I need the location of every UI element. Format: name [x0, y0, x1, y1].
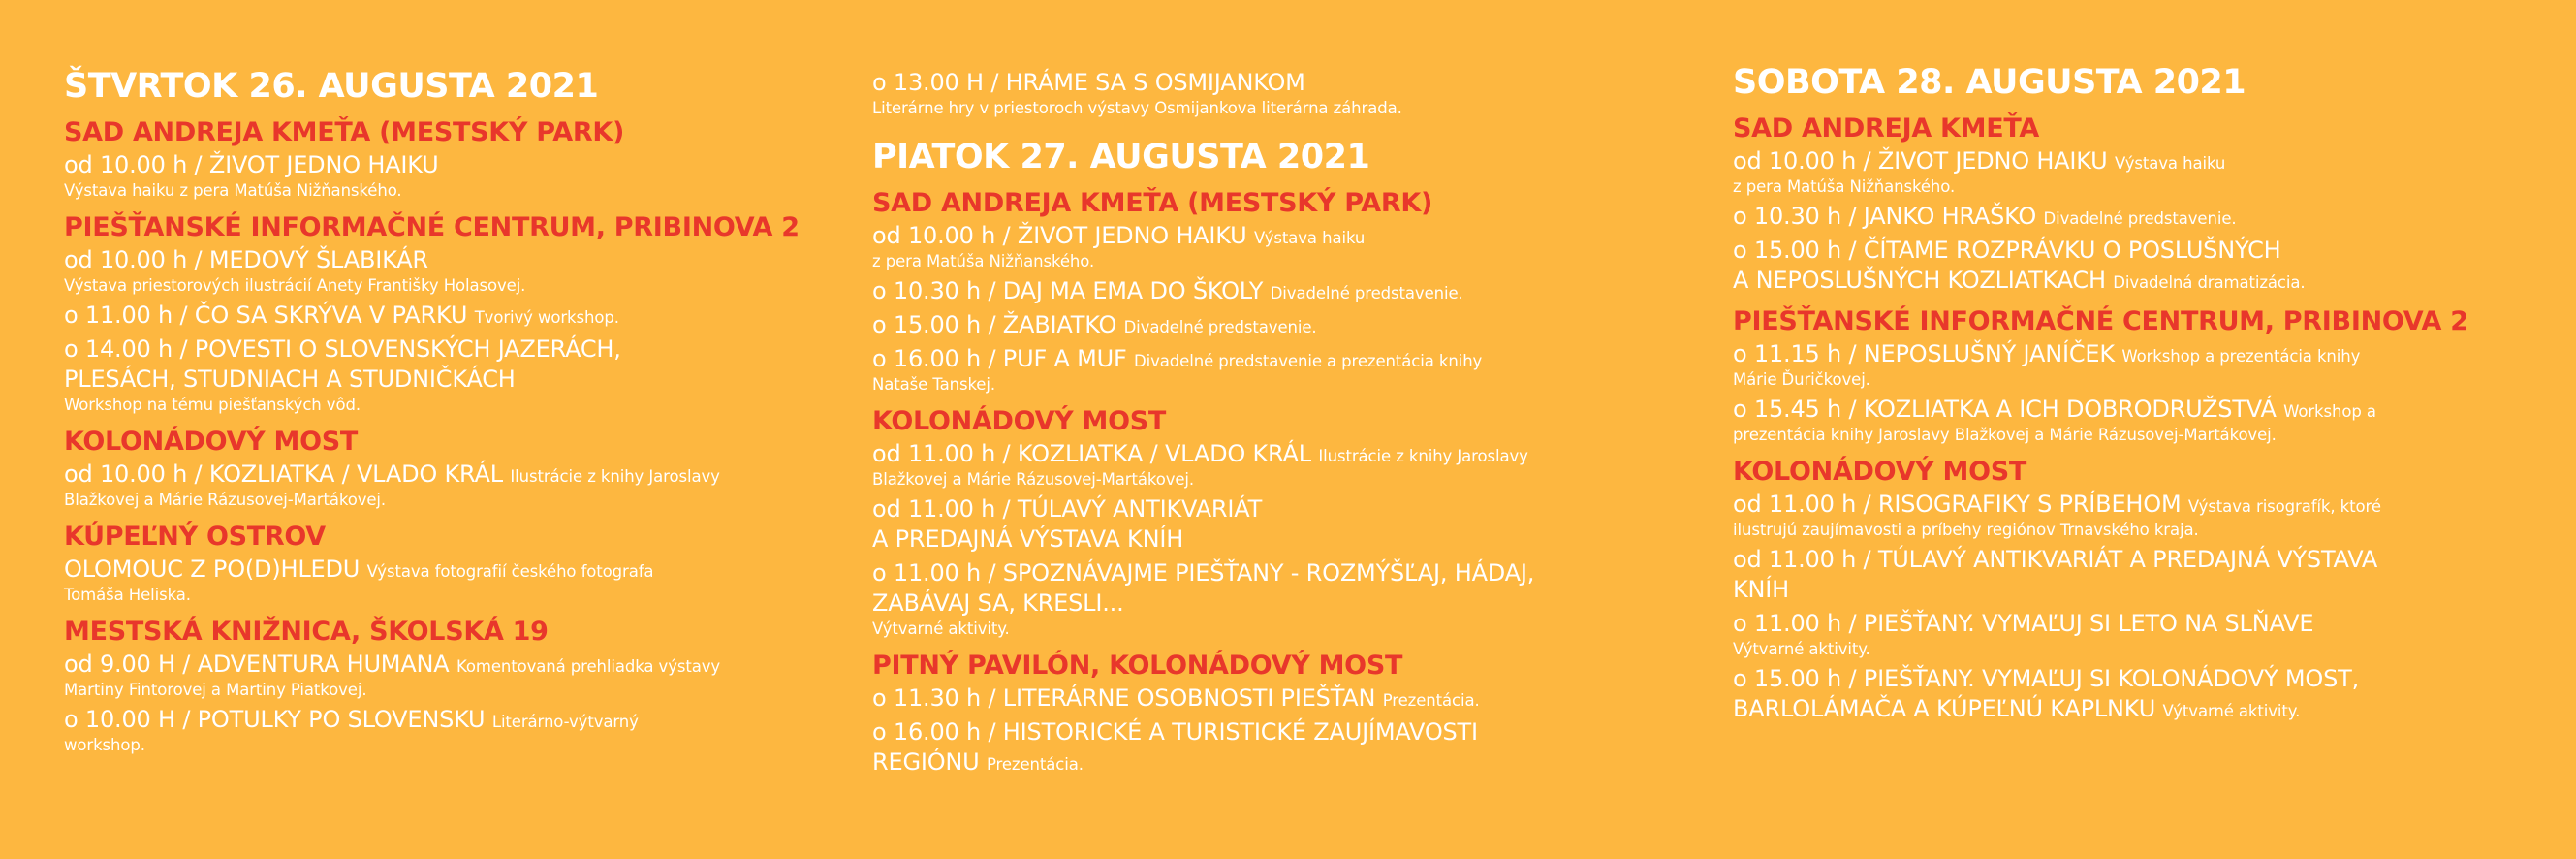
- event-title-line: [872, 684, 1677, 714]
- event-title-line: [872, 310, 1677, 340]
- venue-heading: KOLONÁDOVÝ MOST: [872, 406, 1167, 436]
- event-description: Výstava priestorových ilustrácií Anety Františky Holasovej.: [64, 276, 526, 295]
- event-description: Divadelné predstavenie.: [1123, 318, 1317, 336]
- event-description: workshop.: [64, 736, 145, 754]
- event-description: Výtvarné aktivity.: [1733, 640, 1870, 658]
- program-event: [872, 439, 1677, 491]
- event-title-line: [64, 301, 839, 331]
- event-description: Divadelné predstavenie a prezentácia knihy: [1134, 352, 1483, 370]
- event-title-line: [1733, 339, 2528, 369]
- event-description: Výtvarné aktivity.: [2162, 702, 2301, 720]
- event-description: Literárno-výtvarný: [491, 713, 639, 731]
- column-saturday: [1733, 62, 2528, 728]
- day-heading: ŠTVRTOK 26. AUGUSTA 2021: [64, 67, 599, 106]
- program-event: [64, 245, 839, 297]
- event-title-line: [64, 705, 839, 735]
- program-event: [872, 717, 1677, 778]
- program-event: [64, 705, 839, 756]
- event-title: o 15.00 h / ČÍTAME ROZPRÁVKU O POSLUŠNÝCH: [1733, 237, 2281, 264]
- program-event: [872, 494, 1677, 555]
- venue-heading: PITNÝ PAVILÓN, KOLONÁDOVÝ MOST: [872, 651, 1403, 681]
- program-event: [1733, 490, 2528, 541]
- event-description: Prezentácia.: [1382, 691, 1480, 710]
- event-title: o 11.00 h / ČO SA SKRÝVA V PARKU: [64, 302, 468, 329]
- event-title: od 10.00 h / ŽIVOT JEDNO HAIKU: [872, 222, 1247, 249]
- event-description: z pera Matúša Nižňanského.: [1733, 177, 1956, 196]
- venue-heading: SAD ANDREJA KMEŤA (MESTSKÝ PARK): [64, 117, 624, 147]
- event-description: prezentácia knihy Jaroslavy Blažkovej a Márie Rázusovej-Martákovej.: [1733, 426, 2277, 444]
- event-title-line: [1733, 694, 2528, 724]
- program-event: [872, 558, 1677, 640]
- event-description: Výstava haiku z pera Matúša Nižňanského.: [64, 181, 402, 200]
- program-event: [1733, 664, 2528, 724]
- program-event: [872, 684, 1677, 714]
- program-event: [872, 68, 1677, 119]
- event-description: Workshop na tému piešťanských vôd.: [64, 396, 361, 414]
- event-title: o 14.00 h / POVESTI O SLOVENSKÝCH JAZERÁCH,: [64, 335, 621, 363]
- day-heading: PIATOK 27. AUGUSTA 2021: [872, 138, 1370, 176]
- event-title: A PREDAJNÁ VÝSTAVA KNÍH: [872, 525, 1184, 553]
- event-description: Výtvarné aktivity.: [872, 620, 1010, 638]
- venue-heading: KOLONÁDOVÝ MOST: [64, 427, 359, 457]
- event-title: od 11.00 h / TÚLAVÝ ANTIKVARIÁT: [872, 495, 1263, 523]
- event-description: Divadelná dramatizácia.: [2113, 273, 2306, 292]
- event-description: Márie Ďuričkovej.: [1733, 370, 1870, 389]
- program-event: [64, 650, 839, 701]
- program-event: [64, 555, 839, 606]
- event-description: Výstava haiku: [2114, 154, 2226, 173]
- event-title-line: [872, 494, 1677, 525]
- event-title: od 10.00 h / ŽIVOT JEDNO HAIKU: [64, 151, 439, 178]
- event-title-line: [1733, 490, 2528, 520]
- event-title: OLOMOUC Z PO(D)HLEDU: [64, 556, 361, 583]
- event-title: o 13.00 H / HRÁME SA S OSMIJANKOM: [872, 69, 1305, 96]
- event-title-line: [872, 558, 1677, 589]
- venue-heading: PIEŠŤANSKÉ INFORMAČNÉ CENTRUM, PRIBINOVA 2: [1733, 306, 2468, 336]
- event-description: Prezentácia.: [986, 755, 1084, 774]
- event-title: od 9.00 H / ADVENTURA HUMANA: [64, 651, 450, 678]
- event-title: od 10.00 h / MEDOVÝ ŠLABIKÁR: [64, 246, 428, 273]
- event-description: Výstava fotografií českého fotografa: [366, 562, 654, 581]
- event-description: Výstava risografík, ktoré: [2187, 497, 2381, 516]
- event-description: Tvorivý workshop.: [474, 308, 619, 327]
- venue-heading: KÚPEĽNÝ OSTROV: [64, 522, 326, 552]
- event-title: A NEPOSLUŠNÝCH KOZLIATKACH: [1733, 267, 2106, 294]
- event-title: o 16.00 h / PUF A MUF: [872, 345, 1127, 372]
- event-title-line: [1733, 266, 2528, 296]
- event-title-line: [1733, 202, 2528, 232]
- event-description: Výstava haiku: [1253, 229, 1366, 247]
- column-thursday: [64, 66, 839, 760]
- program-event: [64, 334, 839, 416]
- venue-heading: SAD ANDREJA KMEŤA (MESTSKÝ PARK): [872, 188, 1432, 218]
- event-title: o 11.00 h / SPOZNÁVAJME PIEŠŤANY - ROZMÝŠĽAJ, HÁDAJ,: [872, 559, 1535, 587]
- event-title: ZABÁVAJ SA, KRESLI...: [872, 589, 1124, 617]
- event-description: Divadelné predstavenie.: [2043, 209, 2237, 228]
- column-friday: [872, 68, 1677, 781]
- event-title-line: [1733, 664, 2528, 694]
- event-description: Ilustrácie z knihy Jaroslavy: [510, 467, 720, 486]
- event-description: ilustrujú zaujímavosti a príbehy regiónov Trnavského kraja.: [1733, 521, 2199, 539]
- program-event: [872, 276, 1677, 306]
- event-title-line: [64, 245, 839, 275]
- program-event: [1733, 202, 2528, 232]
- event-title-line: [1733, 575, 2528, 605]
- venue-heading: KOLONÁDOVÝ MOST: [1733, 457, 2027, 487]
- event-title: o 10.30 h / DAJ MA EMA DO ŠKOLY: [872, 277, 1264, 304]
- event-description: z pera Matúša Nižňanského.: [872, 252, 1095, 270]
- event-title-line: [1733, 236, 2528, 266]
- event-title: BARLOLÁMAČA A KÚPEĽNÚ KAPLNKU: [1733, 695, 2156, 722]
- program-event: [64, 150, 839, 202]
- event-description: Komentovaná prehliadka výstavy: [456, 657, 721, 676]
- event-title-line: [872, 276, 1677, 306]
- event-title: od 10.00 h / ŽIVOT JEDNO HAIKU: [1733, 147, 2108, 175]
- event-title: o 15.00 h / PIEŠŤANY. VYMAĽUJ SI KOLONÁDOVÝ MOST,: [1733, 665, 2360, 692]
- program-event: [1733, 609, 2528, 660]
- event-description: Workshop a prezentácia knihy: [2121, 347, 2361, 366]
- event-title-line: [1733, 146, 2528, 176]
- event-title-line: [872, 717, 1677, 748]
- event-title-line: [64, 150, 839, 180]
- venue-heading: SAD ANDREJA KMEŤA: [1733, 113, 2039, 143]
- event-title-line: [64, 650, 839, 680]
- event-title: o 10.00 H / POTULKY PO SLOVENSKU: [64, 706, 486, 733]
- event-title-line: [872, 221, 1677, 251]
- program-event: [64, 460, 839, 511]
- event-description: Tomáša Heliska.: [64, 586, 191, 604]
- event-title: o 15.45 h / KOZLIATKA A ICH DOBRODRUŽSTVÁ: [1733, 396, 2277, 423]
- event-title: REGIÓNU: [872, 748, 980, 776]
- venue-heading: PIEŠŤANSKÉ INFORMAČNÉ CENTRUM, PRIBINOVA 2: [64, 212, 800, 242]
- event-title-line: [872, 68, 1677, 98]
- event-title-line: [64, 460, 839, 490]
- event-description: Literárne hry v priestoroch výstavy Osmijankova literárna záhrada.: [872, 99, 1402, 117]
- program-event: [1733, 395, 2528, 446]
- event-title-line: [872, 589, 1677, 619]
- event-description: Divadelné predstavenie.: [1270, 284, 1463, 302]
- event-title-line: [1733, 545, 2528, 575]
- program-event: [1733, 236, 2528, 296]
- event-description: Workshop a: [2283, 402, 2376, 421]
- event-title: o 16.00 h / HISTORICKÉ A TURISTICKÉ ZAUJÍMAVOSTI: [872, 718, 1478, 746]
- event-title: PLESÁCH, STUDNIACH A STUDNIČKÁCH: [64, 366, 516, 393]
- event-title: od 11.00 h / TÚLAVÝ ANTIKVARIÁT A PREDAJNÁ VÝSTAVA: [1733, 546, 2378, 573]
- event-title-line: [872, 748, 1677, 778]
- day-heading: SOBOTA 28. AUGUSTA 2021: [1733, 63, 2246, 102]
- event-title: o 15.00 h / ŽABIATKO: [872, 311, 1117, 338]
- event-description: Blažkovej a Márie Rázusovej-Martákovej.: [872, 470, 1195, 489]
- event-title-line: [872, 439, 1677, 469]
- event-title-line: [872, 525, 1677, 555]
- event-title: KNÍH: [1733, 576, 1790, 603]
- event-title-line: [64, 334, 839, 365]
- event-title: o 10.30 h / JANKO HRAŠKO: [1733, 203, 2037, 230]
- event-title: o 11.30 h / LITERÁRNE OSOBNOSTI PIEŠŤAN: [872, 684, 1376, 712]
- program-event: [1733, 339, 2528, 391]
- venue-heading: MESTSKÁ KNIŽNICA, ŠKOLSKÁ 19: [64, 617, 549, 647]
- program-event: [64, 301, 839, 331]
- event-title: od 11.00 h / KOZLIATKA / VLADO KRÁL: [872, 440, 1311, 467]
- event-description: Nataše Tanskej.: [872, 375, 995, 394]
- event-title: o 11.00 h / PIEŠŤANY. VYMAĽUJ SI LETO NA SLŇAVE: [1733, 610, 2314, 637]
- event-title-line: [1733, 395, 2528, 425]
- program-event: [1733, 146, 2528, 198]
- program-event: [872, 221, 1677, 272]
- event-title-line: [64, 365, 839, 395]
- program-event: [872, 310, 1677, 340]
- event-title-line: [1733, 609, 2528, 639]
- event-title: o 11.15 h / NEPOSLUŠNÝ JANÍČEK: [1733, 340, 2115, 367]
- event-description: Martiny Fintorovej a Martiny Piatkovej.: [64, 681, 367, 699]
- event-title: od 10.00 h / KOZLIATKA / VLADO KRÁL: [64, 461, 503, 488]
- program-event: [1733, 545, 2528, 605]
- event-title: od 11.00 h / RISOGRAFIKY S PRÍBEHOM: [1733, 491, 2182, 518]
- event-title-line: [64, 555, 839, 585]
- program-event: [872, 344, 1677, 396]
- event-description: Blažkovej a Márie Rázusovej-Martákovej.: [64, 491, 387, 509]
- event-title-line: [872, 344, 1677, 374]
- event-description: Ilustrácie z knihy Jaroslavy: [1318, 447, 1528, 465]
